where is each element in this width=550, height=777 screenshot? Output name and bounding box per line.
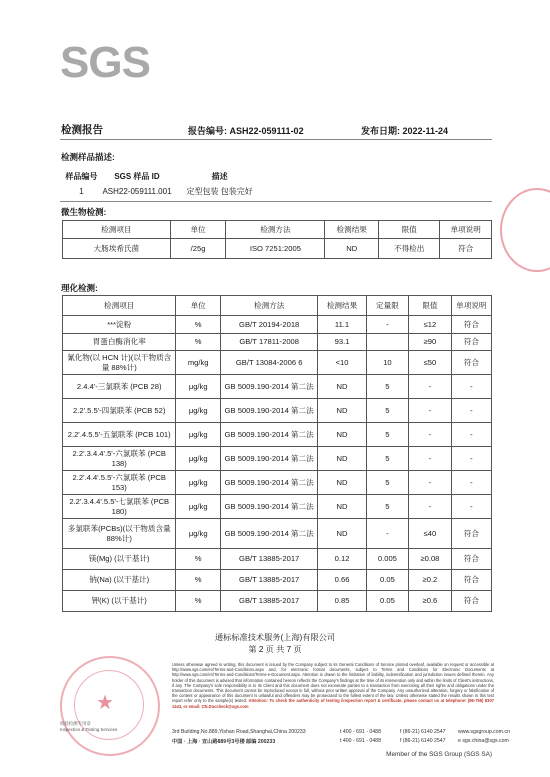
footer-org: 通标标准技术服务(上海)有限公司 bbox=[214, 633, 336, 642]
chem-row bbox=[63, 423, 492, 447]
chem-cell: 符合 bbox=[451, 316, 491, 334]
micro-header: 检测方法 bbox=[226, 221, 325, 239]
chem-cell: ≥90 bbox=[409, 334, 452, 351]
chem-cell: 5 bbox=[366, 471, 409, 495]
chem-cell: ND bbox=[318, 495, 366, 519]
micro-cell: 大肠埃希氏菌 bbox=[63, 239, 171, 259]
chem-header: 单位 bbox=[176, 296, 221, 316]
chem-cell: % bbox=[176, 334, 221, 351]
chem-cell: ≥0.08 bbox=[409, 549, 452, 570]
chem-cell: 5 bbox=[366, 399, 409, 423]
chem-cell: 5 bbox=[366, 447, 409, 471]
chem-cell: 5 bbox=[366, 375, 409, 399]
tel: t 400 - 691 - 0488 bbox=[340, 729, 381, 735]
chem-cell: - bbox=[451, 495, 491, 519]
chem-header: 限值 bbox=[409, 296, 452, 316]
issue-date-value: 2022-11-24 bbox=[402, 126, 449, 136]
chem-cell: GB/T 20194-2018 bbox=[220, 316, 317, 334]
chem-cell: % bbox=[176, 570, 221, 591]
sample-cell: 定型包装 包装完好 bbox=[186, 186, 253, 196]
sample-header: 描述 bbox=[211, 171, 228, 181]
chem-cell: 多氯联苯(PCBs)(以干物质含量 88%计) bbox=[63, 519, 176, 549]
fax-2: f (86-21) 6140 2547 bbox=[400, 738, 446, 744]
fax: f (86-21) 6140 2547 bbox=[400, 729, 446, 735]
chem-cell: ND bbox=[318, 375, 366, 399]
chem-cell: GB/T 13885-2017 bbox=[220, 549, 317, 570]
chem-cell: 5 bbox=[366, 423, 409, 447]
chem-cell: 钾(K) (以干基计) bbox=[63, 591, 176, 612]
micro-cell: 符合 bbox=[440, 239, 492, 259]
member-line: Member of the SGS Group (SGS SA) bbox=[386, 751, 492, 758]
chem-cell: GB/T 13885-2017 bbox=[220, 591, 317, 612]
chem-cell: 2.2'.3.4.4'.5.5'-七氯联苯 (PCB 180) bbox=[63, 495, 176, 519]
micro-cell: /25g bbox=[170, 239, 226, 259]
sample-section-title: 检测样品描述: bbox=[61, 152, 115, 162]
chem-row bbox=[63, 334, 492, 351]
chem-cell: 镁(Mg) (以干基计) bbox=[63, 549, 176, 570]
chem-cell: - bbox=[409, 471, 452, 495]
chem-row bbox=[63, 375, 492, 399]
chem-cell: - bbox=[409, 375, 452, 399]
micro-cell: 不得检出 bbox=[379, 239, 440, 259]
chem-cell: - bbox=[451, 399, 491, 423]
sample-cell: 1 bbox=[79, 186, 84, 196]
address-cn: 中国 · 上海 · 宜山路889号3号楼 邮编 200233 bbox=[172, 739, 276, 745]
chem-cell: 0.66 bbox=[318, 570, 366, 591]
chem-cell: 2.2'.5.5'-四氯联苯 (PCB 52) bbox=[63, 399, 176, 423]
chem-cell: ND bbox=[318, 471, 366, 495]
report-title: 检测报告 bbox=[61, 124, 103, 136]
chem-cell bbox=[366, 334, 409, 351]
chem-cell: GB 5009.190-2014 第二法 bbox=[220, 447, 317, 471]
star-icon: ★ bbox=[96, 692, 114, 714]
header-divider bbox=[60, 139, 492, 140]
micro-section-title: 微生物检测: bbox=[61, 207, 107, 217]
chem-cell: 2.2'.4.4'.5.5'-六氯联苯 (PCB 153) bbox=[63, 471, 176, 495]
chem-cell: - bbox=[451, 471, 491, 495]
attention-text: Attention: To check the authenticity of testing /inspection report & certificate, please contact us at telephone: (86-755) 8307 1443, or email: CN.Doccheck@sgs.com bbox=[172, 698, 495, 709]
chem-cell: ≤50 bbox=[409, 351, 452, 375]
chem-cell: 胃蛋白酶消化率 bbox=[63, 334, 176, 351]
chem-cell: 93.1 bbox=[318, 334, 366, 351]
chem-table bbox=[62, 295, 492, 612]
chem-cell: % bbox=[176, 591, 221, 612]
chem-cell: 氰化物(以 HCN 计)(以干物质含量 88%计) bbox=[63, 351, 176, 375]
chem-cell: 符合 bbox=[451, 549, 491, 570]
sample-header: 样品编号 bbox=[65, 171, 98, 181]
chem-header: 检测结果 bbox=[318, 296, 366, 316]
report-number-label: 报告编号: bbox=[188, 126, 227, 136]
chem-cell: 2.2'.3.4.4'.5'-六氯联苯 (PCB 138) bbox=[63, 447, 176, 471]
chem-cell: 符合 bbox=[451, 591, 491, 612]
chem-cell: μg/kg bbox=[176, 423, 221, 447]
chem-cell: 11.1 bbox=[318, 316, 366, 334]
chem-cell: 2.2'.4.5.5'-五氯联苯 (PCB 101) bbox=[63, 423, 176, 447]
chem-cell: GB 5009.190-2014 第二法 bbox=[220, 471, 317, 495]
chem-cell: GB/T 13084-2006 6 bbox=[220, 351, 317, 375]
sample-header: SGS 样品 ID bbox=[114, 171, 160, 181]
chem-row bbox=[63, 399, 492, 423]
micro-cell: ND bbox=[325, 239, 379, 259]
chem-cell: μg/kg bbox=[176, 399, 221, 423]
chem-row bbox=[63, 447, 492, 471]
chem-row bbox=[63, 351, 492, 375]
chem-cell: 0.12 bbox=[318, 549, 366, 570]
chem-header: 检测方法 bbox=[220, 296, 317, 316]
chem-cell: 符合 bbox=[451, 351, 491, 375]
chem-cell: ≤12 bbox=[409, 316, 452, 334]
seal-text bbox=[60, 721, 117, 732]
chem-cell: μg/kg bbox=[176, 375, 221, 399]
micro-row bbox=[63, 239, 492, 259]
micro-header: 检测结果 bbox=[325, 221, 379, 239]
chem-row bbox=[63, 316, 492, 334]
chem-cell: 0.05 bbox=[366, 591, 409, 612]
chem-cell: μg/kg bbox=[176, 447, 221, 471]
report-number bbox=[188, 124, 304, 137]
chem-cell: 符合 bbox=[451, 334, 491, 351]
chem-cell: ND bbox=[318, 423, 366, 447]
disclaimer-text: Unless otherwise agreed in writing, this document is issued by the Company subject to its General Conditions of Service printed overleaf, available on request or accessible at http://www.sgs.com/en/Terms-and-Conditions.aspx and, for electronic format documents, subject to Terms and Conditions for Electronic Documents at http://www.sgs.com/en/Terms-and-Conditions/Terms-e-Document.aspx. Attention is drawn to the limitation of liability, indemnification and jurisdiction issues defined therein. Any holder of this document is advised that information contained hereon reflects the Company's findings at the time of its intervention only and within the limits of Client's instructions, if any. The Company's sole responsibility is to its Client and this document does not exonerate parties to a transaction from exercising all their rights and obligations under the transaction documents. This document cannot be reproduced except in full, without prior written approval of the Company. Any unauthorized alteration, forgery or falsification of the content or appearance of this document is unlawful and offenders may be prosecuted to the fullest extent of the law. Unless otherwise stated the results shown in this test report refer only to the sample(s) tested. bbox=[172, 662, 494, 704]
side-seal bbox=[500, 188, 550, 272]
chem-cell: % bbox=[176, 316, 221, 334]
chem-cell: 0.005 bbox=[366, 549, 409, 570]
chem-header: 定量限 bbox=[366, 296, 409, 316]
chem-cell: GB 5009.190-2014 第二法 bbox=[220, 519, 317, 549]
chem-cell: - bbox=[409, 495, 452, 519]
chem-cell: - bbox=[451, 447, 491, 471]
chem-cell: ND bbox=[318, 519, 366, 549]
chem-cell: ≤40 bbox=[409, 519, 452, 549]
chem-cell: ***淀粉 bbox=[63, 316, 176, 334]
micro-cell: ISO 7251:2005 bbox=[226, 239, 325, 259]
sample-cell: ASH22-059111.001 bbox=[102, 186, 172, 196]
chem-cell: μg/kg bbox=[176, 519, 221, 549]
seal-line-2: Inspection & Testing Services bbox=[60, 727, 118, 732]
chem-cell: 符合 bbox=[451, 519, 491, 549]
micro-header: 检测项目 bbox=[63, 221, 171, 239]
chem-cell: ≥0.2 bbox=[409, 570, 452, 591]
chem-cell: ≥0.6 bbox=[409, 591, 452, 612]
chem-cell: ND bbox=[318, 399, 366, 423]
chem-cell: ND bbox=[318, 447, 366, 471]
chem-cell: - bbox=[366, 519, 409, 549]
chem-row bbox=[63, 549, 492, 570]
chem-cell: 2.4.4'-三氯联苯 (PCB 28) bbox=[63, 375, 176, 399]
chem-cell: % bbox=[176, 549, 221, 570]
chem-cell: mg/kg bbox=[176, 351, 221, 375]
chem-cell: - bbox=[451, 375, 491, 399]
tel-2: t 400 - 691 - 0488 bbox=[340, 738, 381, 744]
chem-cell: GB/T 17811-2008 bbox=[220, 334, 317, 351]
address-en: 3rd Building,No.889,Yishan Road,Shanghai,China 200233 bbox=[172, 729, 306, 735]
report-number-value: ASH22-059111-02 bbox=[229, 126, 304, 136]
chem-cell: μg/kg bbox=[176, 471, 221, 495]
chem-row bbox=[63, 519, 492, 549]
chem-row bbox=[63, 471, 492, 495]
chem-cell: 10 bbox=[366, 351, 409, 375]
chem-cell: 符合 bbox=[451, 570, 491, 591]
micro-table bbox=[62, 220, 492, 259]
chem-cell: - bbox=[366, 316, 409, 334]
chem-cell: 0.05 bbox=[366, 570, 409, 591]
email: e sgs.china@sgs.com bbox=[458, 738, 509, 744]
chem-section-title: 理化检测: bbox=[61, 283, 98, 293]
chem-row bbox=[63, 570, 492, 591]
chem-header: 单项说明 bbox=[451, 296, 491, 316]
chem-row bbox=[63, 591, 492, 612]
chem-cell: GB 5009.190-2014 第二法 bbox=[220, 375, 317, 399]
sample-table bbox=[64, 169, 264, 199]
chem-cell: GB 5009.190-2014 第二法 bbox=[220, 423, 317, 447]
chem-cell: 0.85 bbox=[318, 591, 366, 612]
chem-cell: - bbox=[451, 423, 491, 447]
issue-date-label: 发布日期: bbox=[361, 126, 400, 136]
website: www.sgsgroup.com.cn bbox=[458, 729, 510, 735]
chem-cell: <10 bbox=[318, 351, 366, 375]
page-number: 第 2 页 共 7 页 bbox=[248, 645, 302, 654]
chem-cell: μg/kg bbox=[176, 495, 221, 519]
chem-cell: GB/T 13885-2017 bbox=[220, 570, 317, 591]
micro-header: 单位 bbox=[170, 221, 226, 239]
micro-header: 单项说明 bbox=[440, 221, 492, 239]
chem-cell: - bbox=[409, 423, 452, 447]
issue-date bbox=[361, 124, 448, 137]
micro-header: 限值 bbox=[379, 221, 440, 239]
chem-cell: - bbox=[409, 399, 452, 423]
sample-divider bbox=[60, 201, 492, 202]
chem-cell: 钠(Na) (以干基计) bbox=[63, 570, 176, 591]
disclaimer bbox=[172, 662, 494, 709]
chem-cell: GB 5009.190-2014 第二法 bbox=[220, 495, 317, 519]
chem-cell: GB 5009.190-2014 第二法 bbox=[220, 399, 317, 423]
sgs-logo: SGS bbox=[60, 38, 150, 87]
chem-row bbox=[63, 495, 492, 519]
chem-cell: 5 bbox=[366, 495, 409, 519]
seal-line-1: 检验检测专用章 bbox=[60, 721, 91, 726]
chem-header: 检测项目 bbox=[63, 296, 176, 316]
chem-cell: - bbox=[409, 447, 452, 471]
